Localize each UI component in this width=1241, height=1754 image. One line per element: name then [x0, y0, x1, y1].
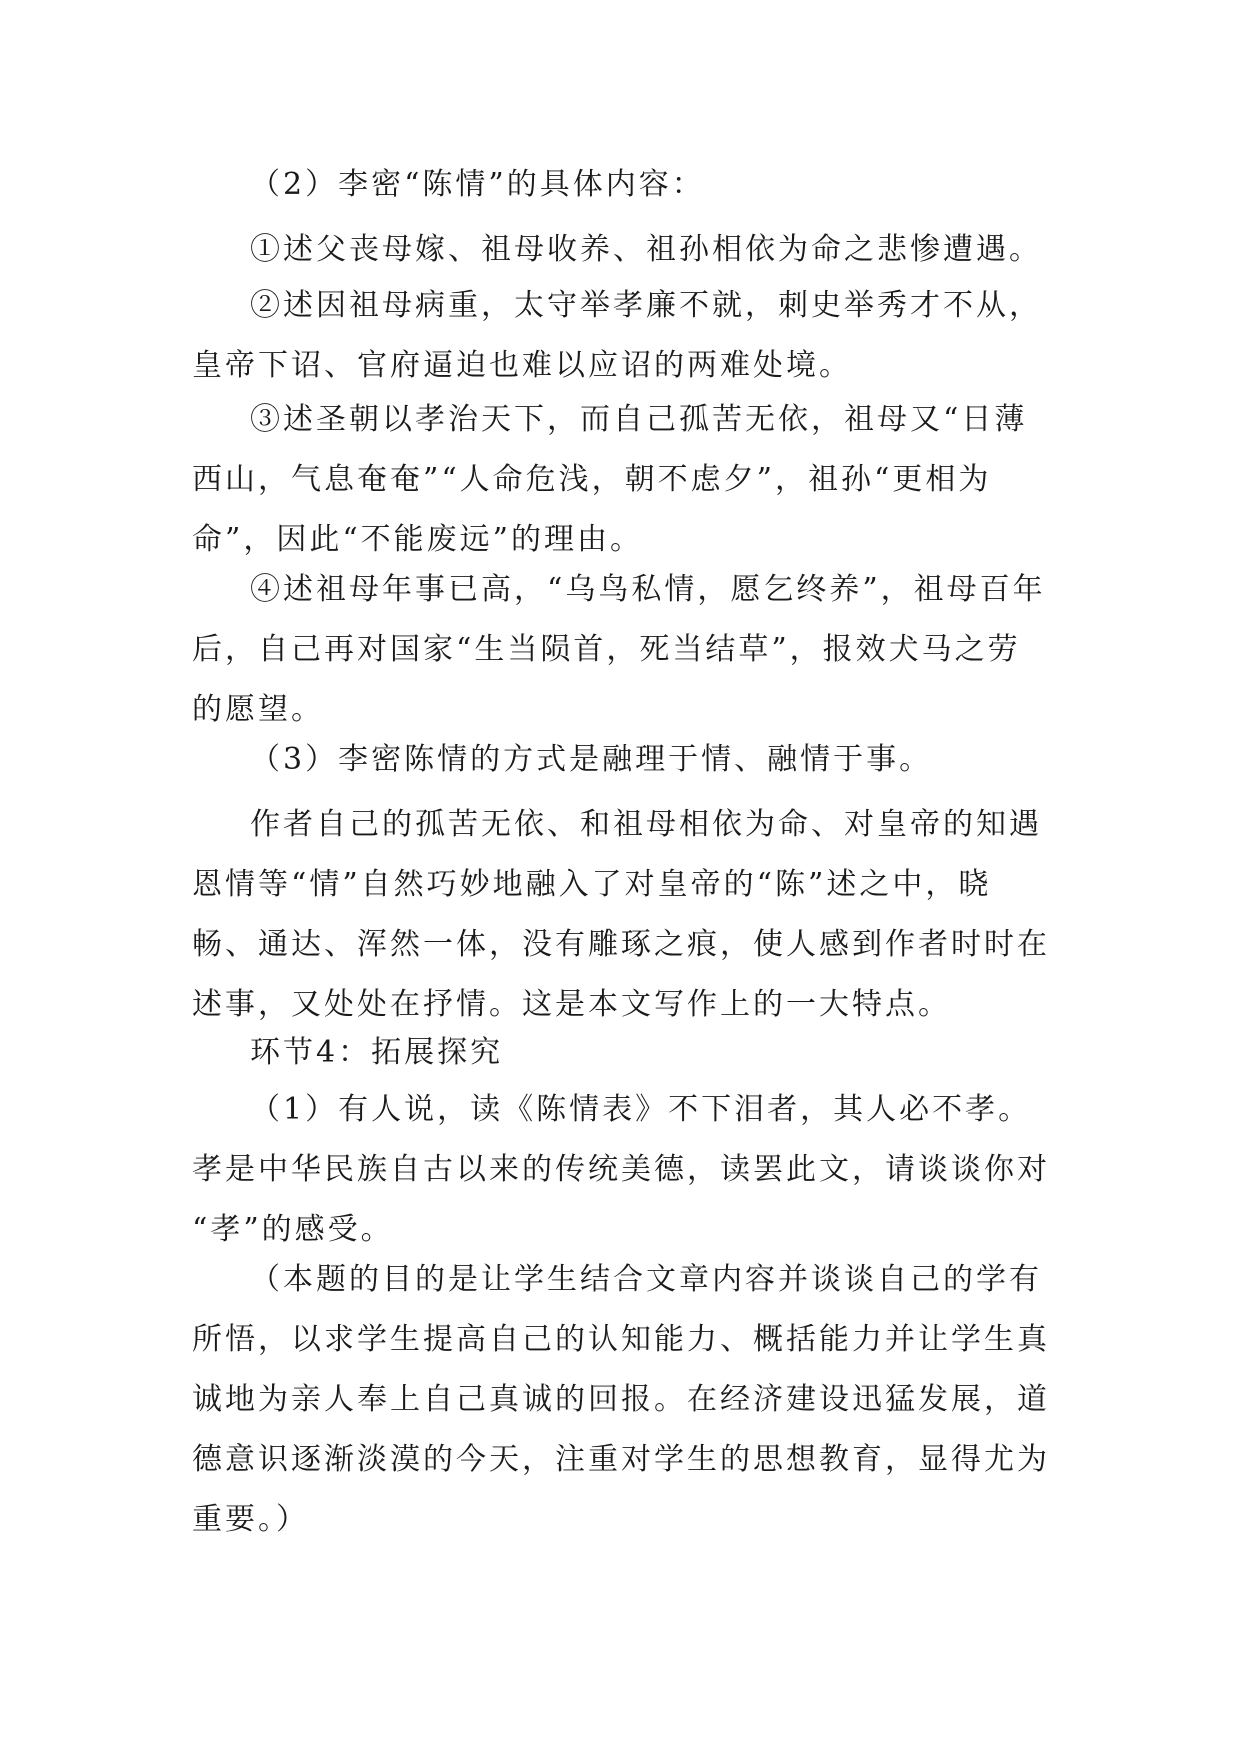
paragraph-heading-3: （3）李密陈情的方式是融理于情、融情于事。 — [250, 742, 933, 777]
paragraph-explanation: 作者自己的孤苦无依、和祖母相依为命、对皇帝的知遇 恩情等“情”自然巧妙地融入了对皇帝的“陈”述之中，晓 畅、通达、浑然一体，没有雕琢之痕，使人感到作者时时在 述事，又处处在抒情。这是本文写作上的一大特点。 — [192, 807, 1050, 1022]
section-heading-4: 环节4：拓展探究 — [250, 1035, 504, 1070]
paragraph-item-2: ②述因祖母病重，太守举孝廉不就，刺史举秀才不从， 皇帝下诏、官府逼迫也难以应诏的两难处境。 — [192, 288, 1042, 383]
paragraph-heading-2: （2）李密“陈情”的具体内容： — [250, 167, 705, 202]
paragraph-item-4: ④述祖母年事已高，“乌鸟私情，愿乞终养”，祖母百年 后，自己再对国家“生当陨首，死当结草”，报效犬马之劳 的愿望。 — [192, 572, 1046, 727]
paragraph-item-3: ③述圣朝以孝治天下，而自己孤苦无依，祖母又“日薄 西山，气息奄奄”“人命危浅，朝不虑夕”，祖孙“更相为 命”，因此“不能废远”的理由。 — [192, 402, 1028, 557]
paragraph-note: （本题的目的是让学生结合文章内容并谈谈自己的学有 所悟，以求学生提高自己的认知能力、概括能力并让学生真 诚地为亲人奉上自己真诚的回报。在经济建设迅猛发展，道 德意识逐渐淡漠的今天，注重对学生的思想教育，显得尤为 重要。） — [192, 1262, 1050, 1537]
paragraph-item-1: ①述父丧母嫁、祖母收养、祖孙相依为命之悲惨遭遇。 — [250, 232, 1042, 267]
paragraph-question-1: （1）有人说，读《陈情表》不下泪者，其人必不孝。 孝是中华民族自古以来的传统美德，读罢此文，请谈谈你对 “孝”的感受。 — [192, 1092, 1050, 1247]
